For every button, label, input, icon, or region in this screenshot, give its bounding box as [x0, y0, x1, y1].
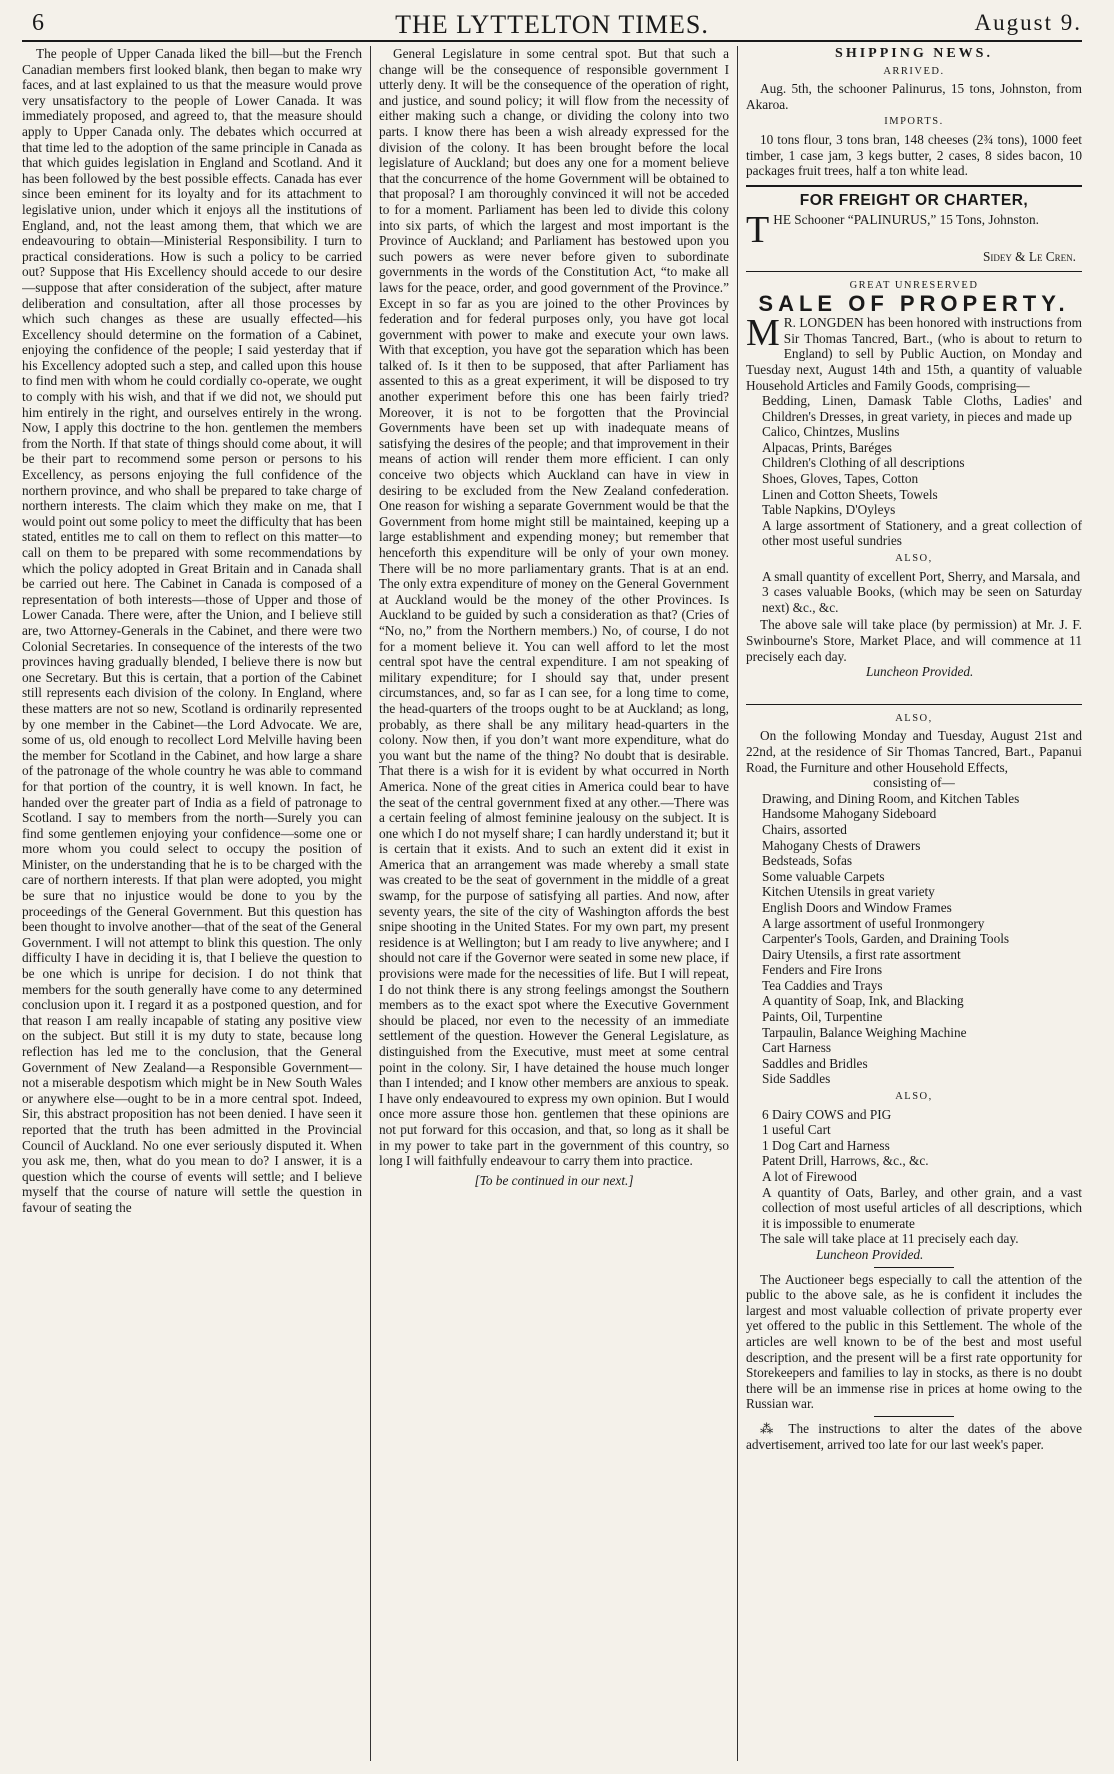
sale-kicker: GREAT UNRESERVED	[849, 279, 979, 291]
dropcap-letter: M	[746, 315, 780, 355]
columns	[22, 46, 1082, 1761]
sale2-items	[746, 791, 1082, 1087]
luncheon-note: Luncheon Provided.	[816, 1246, 924, 1262]
list-item: Paints, Oil, Turpentine	[762, 1009, 883, 1025]
article-paragraph: General Legislature in some central spot. But that such a change will be the consequence of responsible government I utterly deny. It will be the consequence of the operation of right, and justice, and sound policy; it will flow from the necessity of either making such a change, or dividing the colony into two parts. I know there has been a wish already expressed for the division of the colony. It has been brought before the local legislature of Auckland; but does any one for a moment believe that the concurrence of the home Government will be obtained to that proposal? I am thoroughly convinced it will not be acceded to for a moment. Parliament has been led to divide this colony into six parts, of which the largest and most important is the Province of Auckland; and Parliament has bestowed upon you such powers as were never before given to subordinate governments in the words of the Constitution Act, “to make all laws for the peace, order, and good government of the Province.” Except in so far as you are joined to the other Provinces by federation and for federal purposes only, you have got local government with power to make and execute your own laws. With that exception, you have got the separation which has been talked of. Is it then to be supposed, that after Parliament has assented to this as a great experiment, it will be disposed to try another experiment before this one has been fairly tried? Moreover, it is not to be forgotten that the Provincial Governments have been set up with inadequate means of satisfying the desires of the people; and that improvement in their means of action will render them more efficient. I can only conceive two objects which Auckland can have in view in desiring to be excluded from the New Zealand confederation. One reason for wishing a separate Government would be that the Government from home might still be maintained, keeping up a large establishment and expending money; but remember that henceforth this expenditure will be only of your own money. There will be no more parliamentary grants. That is at an end. The only extra expenditure of money on the General Government at Auckland would be the money of the other Provinces. Is Auckland to be guided by such a consideration as that? (Cries of “No, no,” from the Northern members.) No, of course, I do not for a moment believe it. You can well afford to let the most central spot have the central expenditure. I am not speaking of military expenditure; for I should say that, under present circumstances, and, so far as I can see, for a long time to come, the head-quarters of the troops ought to be at Auckland; as long, probably, as there shall be any military head-quarters in the colony. Now then, if you don’t want more expenditure, what do you want but the name of the thing? No doubt that is desirable. That there is a wish for it is evident by what occurred in North America. None of the great cities in America could bear to have the seat of the central government fixed at any other.—There was a certain feeling of almost feminine jealousy on the subject. It is one which I do not myself share; I can hardly understand it; but it is certain that it exists. And to such an extent did it exist in America that an arrangement was made whereby a small state was created to be the seat of government in the middle of a great swamp, for the purpose of satisfying all parties. And now, after seventy years, the site of the city of Washington affords the best snipe shooting in the United States. For my own part, my present residence is at Wellington; but I am ready to live anywhere; and I should not care if the Governor were seated in some new place, if provisions were made for the necessities of life. But I will repeat, I do not think there is any strong feelings amongst the Southern members as to the exact spot where the Executive Government should be placed, nor even to the necessity of an immediate settlement of the question. However the General Legislature, as distinguished from the Executive, must meet at some central point in the colony. Sir, I have detained the house much longer than I intended; and I know other members are anxious to speak. I have only endeavoured to express my own opinion. But I would once more assure those hon. gentlemen that these opinions are not put forward for this occasion, and that, so long as it shall be in my power to take part in the government of this country, so long I will faithfully endeavour to carry them into practice.	[379, 46, 729, 1169]
list-item: 3 cases valuable Books, (which may be seen on Saturday next) &c., &c.	[762, 584, 1082, 615]
also-label: ALSO,	[895, 712, 933, 724]
list-item: Handsome Mahogany Sideboard	[762, 806, 937, 822]
list-item: A small quantity of excellent Port, Sherry, and Marsala, and	[762, 568, 1081, 584]
sale2-items-2	[746, 1107, 1082, 1232]
sale2-intro: On the following Monday and Tuesday, August 21st and 22nd, at the residence of Sir Thomas Tancred, Bart., Papanui Road, the Furniture and other Household Effects,	[746, 728, 1082, 775]
column-1	[22, 46, 362, 1761]
list-item: A large assortment of useful Ironmongery	[762, 915, 985, 931]
column-3	[746, 46, 1082, 1761]
arrived-text: Aug. 5th, the schooner Palinurus, 15 tons, Johnston, from Akaroa.	[746, 81, 1082, 112]
arrived-label: ARRIVED.	[883, 65, 945, 77]
list-item: Shoes, Gloves, Tapes, Cotton	[762, 471, 919, 487]
list-item: Saddles and Bridles	[762, 1055, 868, 1071]
list-item: Side Saddles	[762, 1071, 831, 1087]
sale2-closing: The sale will take place at 11 precisely each day.	[760, 1231, 1019, 1247]
list-item: Fenders and Fire Irons	[762, 962, 883, 978]
list-item: Bedsteads, Sofas	[762, 853, 853, 869]
newspaper-title: THE LYTTELTON TIMES.	[395, 10, 709, 39]
list-item: 1 useful Cart	[762, 1122, 831, 1138]
divider	[874, 1416, 954, 1417]
sale-items	[746, 393, 1082, 549]
list-item: A lot of Firewood	[762, 1169, 857, 1184]
list-item: Carpenter's Tools, Garden, and Draining Tools	[762, 931, 1010, 947]
sale-intro-text: R. LONGDEN has been honored with instructions from Sir Thomas Tancred, Bart., (who is about to return to England) to sell by Public Auction, on Monday and Tuesday next, August 14th and 15th, a quantity of valuable Household Articles and Family Goods, comprising—	[746, 315, 1082, 393]
article-paragraph: The people of Upper Canada liked the bill—but the French Canadian members first looked blank, then began to make wry faces, and at last explained to us that the measure would prove very unsatisfactory to the people of Lower Canada. It was immediately proposed, and agreed to, that the measure should apply to Upper Canada only. The debates which occurred at that time led to the adoption of the same principle in Canada as that which guides legislation in England and Scotland. And it has been followed by the best possible effects. Canada has ever since been eminent for its loyalty and for its attachment to legislative union, under which it enjoys all the institutions of England, and, not the least among them, that which we are endeavouring to obtain—Ministerial Responsibility. I turn to practical considerations. How is such a policy to be carried out? Suppose that His Excellency should accede to our desire—suppose that after consideration of the subject, after mature deliberation and consultation, after all those processes by which such changes as these are usually effected—his Excellency should determine on the formation of a Cabinet, enjoying the confidence of the people; I said yesterday that if his Excellency adopted such a step, and called upon this house to find men with whom he could cordially co-operate, we ought to comply with his wish, and that if we did not, we should put him entirely in the right, and ourselves entirely in the wrong. Now, I apply this doctrine to the hon. gentlemen the members from the North. If that state of things should come about, it will be their part to recommend some person or persons to his Excellency, as persons enjoying the full confidence of the northern province, and who shall be prepared to take charge of northern interests. The claim which they make on me, that I would point out some policy to meet the difficulty that has been stated, entitles me to call on them to reflect on this matter—to call on them to be prepared with some recommendations by which the policy adopted in Great Britain and in Canada shall be carried out here. The Cabinet in Canada is composed of a representation of both interests—those of Upper and those of Lower Canada. There were, after the Union, and I believe still are, two Attorney-Generals in the Cabinet, and there were two Colonial Secretaries. In consequence of the interests of the two provinces having gradually blended, I believe there is now but one Secretary. But this is certain, that a portion of the Cabinet still represents each division of the colony. In England, where these matters are not so new, Scotland is ordinarily represented by one member in the Cabinet—the Lord Advocate. We are, some of us, old enough to recollect Lord Melville having been the member for Scotland in the Cabinet, and how large a share of the patronage of the whole country he was able to command for that portion of the country, it is well known. In fact, he handed over the greater part of India as a field of patronage to Scotland. I say to members from the north—Surely you can find some gentlemen enjoying your confidence—some one or more whom you could select to occupy the position of Minister, on the understanding that he is to be charged with the care of northern interests. If that plan were adopted, you might be sure that no injustice would be done to you by the proceedings of the General Government. But this question has been thought to involve another—that of the seat of the General Government. I will not attempt to blink this question. The only difficulty I have in deciding it is, that I believe the question to be one which is unripe for decision. I do not think that members for the south generally have come to any determined conclusion upon it. I regard it as a postponed question, and for that reason I am really incapable of stating any positive view on the subject. But still it is my duty to state, because long reflection has led me to the conclusion, that the General Government of New Zealand—a Responsible Government—not a miserable despotism which might be in New South Wales or anywhere else—ought to be in a more central spot. Indeed, Sir, this abstract proposition has not been denied. I have seen it reported that the truth has been admitted in the Provincial Council of Auckland. No one ever seriously disputed it. When you ask me, then, what do you mean to do? I answer, it is a question which the course of events will settle; and I believe myself that the course of nature will settle the question in favour of seating the	[22, 46, 362, 1215]
also-label: ALSO,	[895, 553, 933, 565]
dropcap-letter: T	[746, 212, 770, 247]
sale-heading: SALE OF PROPERTY.	[758, 290, 1070, 316]
list-item: Some valuable Carpets	[762, 868, 885, 884]
list-item: Bedding, Linen, Damask Table Cloths, Ladies' and Children's Dresses, in great variety, in pieces and made up	[762, 393, 1082, 424]
list-item: English Doors and Window Frames	[762, 899, 952, 915]
imports-label: IMPORTS.	[884, 116, 944, 128]
list-item: 6 Dairy COWS and PIG	[762, 1106, 892, 1122]
list-item: A large assortment of Stationery, and a great collection of other most useful sundries	[762, 517, 1082, 549]
list-item: Tea Caddies and Trays	[762, 977, 883, 993]
list-item: Tarpaulin, Balance Weighing Machine	[762, 1024, 967, 1040]
column-rule	[737, 46, 738, 1761]
divider	[746, 185, 1082, 187]
divider	[746, 704, 1082, 705]
list-item: 1 Dog Cart and Harness	[762, 1137, 890, 1153]
freight-ad	[746, 212, 1082, 246]
consisting-label: consisting of—	[873, 775, 955, 791]
list-item: Patent Drill, Harrows, &c., &c.	[762, 1153, 929, 1169]
column-rule	[370, 46, 371, 1761]
list-item: Drawing, and Dining Room, and Kitchen Tables	[762, 790, 1020, 806]
freight-text: HE Schooner “PALINURUS,” 15 Tons, Johnston.	[773, 212, 1039, 228]
sale-intro	[746, 315, 1082, 393]
list-item: Dairy Utensils, a first rate assortment	[762, 946, 961, 962]
sale-items-2	[746, 569, 1082, 616]
continued-note: [To be continued in our next.]	[474, 1172, 634, 1188]
list-item: Alpacas, Prints, Baréges	[762, 439, 892, 455]
list-item: Linen and Cotton Sheets, Towels	[762, 486, 938, 502]
list-item: Cart Harness	[762, 1040, 832, 1056]
freight-heading: FOR FREIGHT OR CHARTER,	[799, 191, 1029, 209]
list-item: A quantity of Oats, Barley, and other grain, and a vast collection of most useful articles of all descriptions, which it is impossible to enumerate	[762, 1184, 1082, 1231]
divider	[746, 271, 1082, 272]
luncheon-note: Luncheon Provided.	[866, 664, 974, 680]
sale-closing: The above sale will take place (by permission) at Mr. J. F. Swinbourne's Store, Market Place, and will commence at 11 precisely each day.	[746, 617, 1082, 664]
freight-signature: Sidey & Le Cren.	[982, 249, 1076, 265]
list-item: Children's Clothing of all descriptions	[762, 455, 965, 471]
page-number: 6	[32, 10, 44, 36]
masthead	[22, 6, 1082, 42]
also-label: ALSO,	[895, 1091, 933, 1103]
list-item: Calico, Chintzes, Muslins	[762, 424, 900, 440]
column-2	[379, 46, 729, 1761]
list-item: A quantity of Soap, Ink, and Blacking	[762, 993, 964, 1009]
auctioneer-note: The Auctioneer begs especially to call the attention of the public to the above sale, as he is confident it includes the largest and most valuable collection of private property ever yet offered to the public in this Settlement. The whole of the articles are well known to be of the best and most useful description, and the present will be a first rate opportunity for Storekeepers and families to lay in stocks, as there is no doubt there will be an immense rise in prices at home owing to the Russian war.	[746, 1271, 1082, 1412]
shipping-heading: SHIPPING NEWS.	[835, 46, 993, 61]
list-item: Chairs, assorted	[762, 821, 847, 837]
list-item: Kitchen Utensils in great variety	[762, 884, 935, 900]
list-item: Table Napkins, D'Oyleys	[762, 502, 896, 518]
editor-note: ⁂ The instructions to alter the dates of the above advertisement, arrived too late for our last week's paper.	[746, 1420, 1082, 1452]
list-item: Mahogany Chests of Drawers	[762, 837, 921, 853]
issue-date: August 9.	[974, 10, 1082, 35]
imports-text: 10 tons flour, 3 tons bran, 148 cheeses (2¾ tons), 1000 feet timber, 1 case jam, 3 kegs butter, 2 cases, 8 sides bacon, 10 packages fruit trees, half a ton white lead.	[746, 131, 1082, 179]
divider	[874, 1267, 954, 1268]
